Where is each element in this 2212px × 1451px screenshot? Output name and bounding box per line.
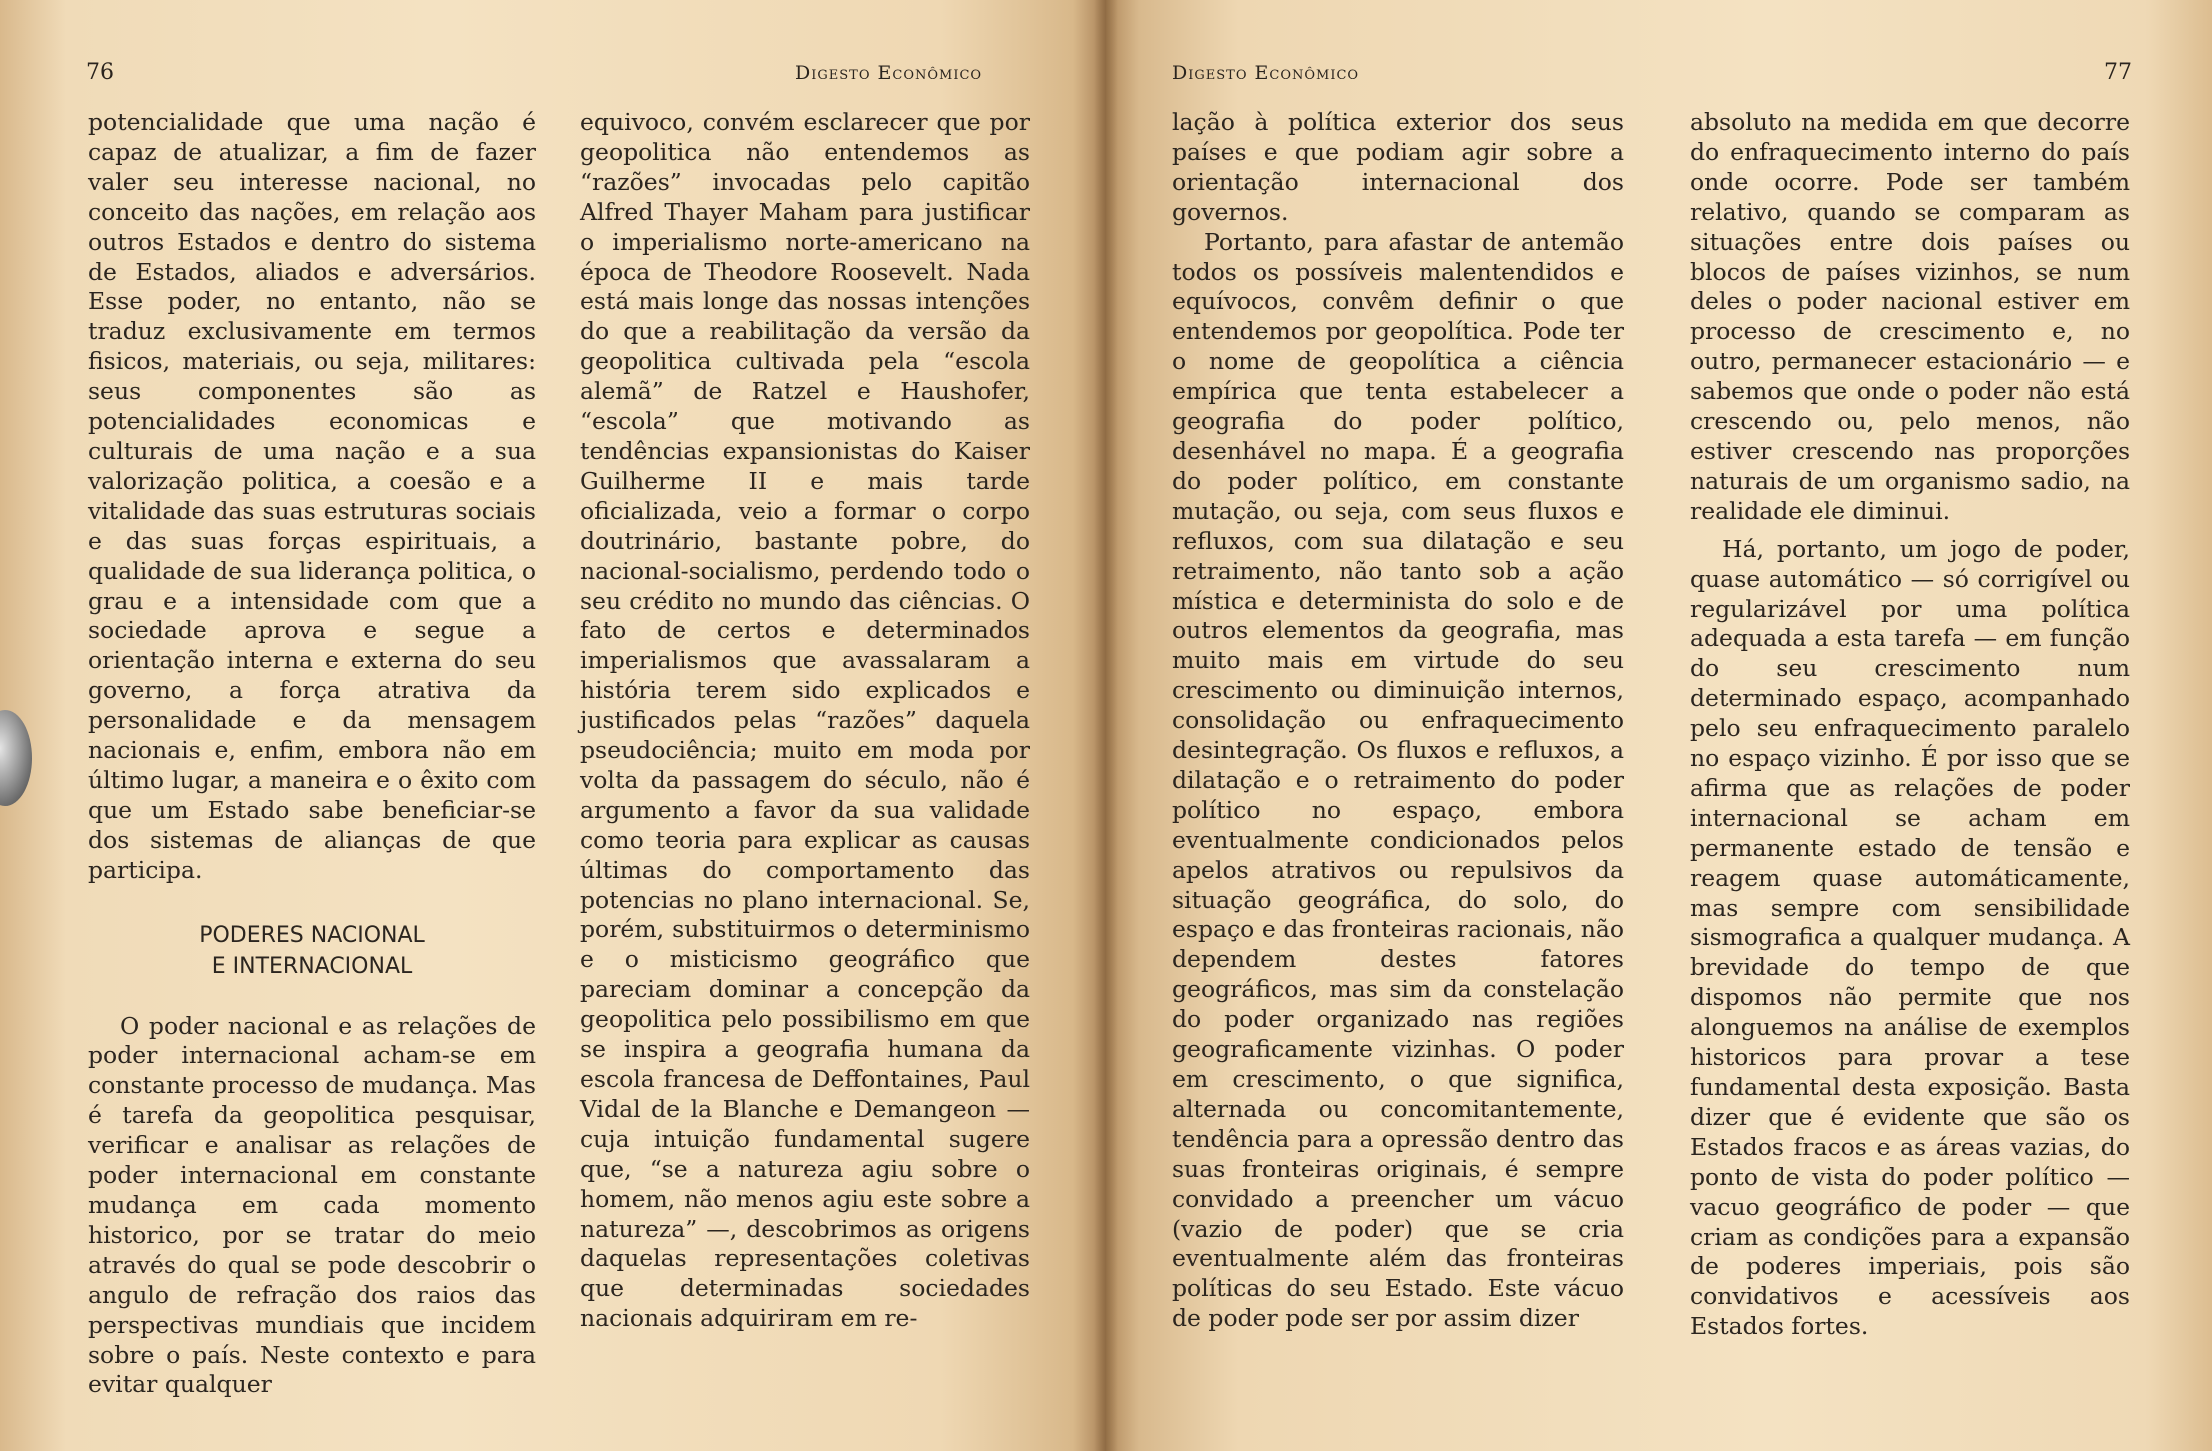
paragraph: O poder nacional e as relações de poder internacional acham-se em constante processo de mudança. Mas é tarefa da geopolitica pesquisar, verificar e analisar as relações de poder internacional em constante mudança em cada momento historico, por se tratar do meio através do qual se pode descobrir o angulo de refração dos raios das perspectivas mundiais que incidem sobre o país. Neste contexto e para evitar qualquer [88,1011,536,1399]
paragraph: equivoco, convém esclarecer que por geopolitica não entendemos as “razões” invocadas pelo capitão Alfred Thayer Maham para justificar o imperialismo norte-americano na época de Theodore Roosevelt. Nada está mais longe das nossas intenções do que a reabilitação da versão da geopolitica cultivada pela “escola alemã” de Ratzel e Haushofer, “escola” que motivando as tendências expansionistas do Kaiser Guilherme II e mais tarde oficializada, veio a formar o corpo doutrinário, bastante pobre, do nacional-socialismo, perdendo todo o seu crédito no mundo das ciências. O fato de certos e determinados imperialismos que avassalaram a história terem sido explicados e justificados pelas “razões” daquela pseudociência; muito em moda por volta da passagem do século, não é argumento a favor da sua validade como teoria para explicar as causas últimas do comportamento das potencias no plano internacional. Se, porém, substituirmos o determinismo e o misticismo geográfico que pareciam dominar a concepção da geopolitica pelo possibilismo em que se inspira a geografia humana da escola francesa de Deffontaines, Paul Vidal de la Blanche e Demangeon — cuja intuição fundamental sugere que, “se a natureza agiu sobre o homem, não menos agiu este sobre a natureza” —, descobrimos as origens daquelas representações coletivas que determinadas sociedades nacionais adquiriram em re- [580,108,1030,1333]
paragraph: Há, portanto, um jogo de poder, quase automático — só corrigível ou regularizável por uma política adequada a esta tarefa — em função do seu crescimento num determinado espaço, acompanhado pelo seu enfraquecimento paralelo no espaço vizinho. É por isso que se afirma que as relações de poder internacional se acham em permanente estado de tensão e reagem quase automáticamente, mas sempre com sensibilidade sismografica a qualquer mudança. A brevidade do tempo de que dispomos não permite que nos alonguemos na análise de exemplos historicos para provar a tese fundamental desta exposição. Basta dizer que é evidente que são os Estados fracos e as áreas vazias, do ponto de vista do poder político — vacuo geográfico de poder — que criam as condições para a expansão de poderes imperiais, pois são convidativos e acessíveis aos Estados fortes. [1690,534,2130,1341]
right-column-1 [1172,108,1624,1334]
gutter-shadow [1094,0,1118,1451]
heading-line: E INTERNACIONAL [211,953,413,979]
section-heading [88,920,536,982]
paragraph: lação à política exterior dos seus países e que podiam agir sobre a orientação internacional dos governos. [1172,108,1624,226]
running-head-left: Digesto Econômico [795,62,983,84]
page-number-left: 76 [86,60,114,85]
heading-line: PODERES NACIONAL [199,922,425,948]
left-column-1 [88,108,536,1400]
paragraph: Portanto, para afastar de antemão todos os possíveis malentendidos e equívocos, convêm definir o que entendemos por geopolítica. Pode ter o nome de geopolítica a ciência empírica que tenta estabelecer a geografia do poder político, desenhável no mapa. É a geografia do poder político, em constante mutação, ou seja, com seus fluxos e refluxos, com sua dilatação e seu retraimento, não tanto sob a ação mística e determinista do solo e de outros elementos da geografia, mas muito mais em virtude do seu crescimento ou diminuição internos, consolidação ou enfraquecimento desintegração. Os fluxos e refluxos, a dilatação e o retraimento do poder político no espaço, embora eventualmente condicionados pelos apelos atrativos ou repulsivos da situação geográfica, do solo, do espaço e das fronteiras racionais, não dependem destes fatores geográficos, mas sim da constelação do poder organizado nas regiões geograficamente vizinhas. O poder em crescimento, o que significa, alternada ou concomitantemente, tendência para a opressão dentro das suas fronteiras originais, é sempre convidado a preencher um vácuo (vazio de poder) que se cria eventualmente além das fronteiras políticas do seu Estado. Este vácuo de poder pode ser por assim dizer [1172,227,1624,1333]
page-number-right: 77 [2104,60,2132,85]
right-page [1106,0,2212,1451]
metal-clip [0,710,32,806]
paragraph: potencialidade que uma nação é capaz de atualizar, a fim de fazer valer seu interesse nacional, no conceito das nações, em relação aos outros Estados e dentro do sistema de Estados, aliados e adversários. Esse poder, no entanto, não se traduz exclusivamente em termos fisicos, materiais, ou seja, militares: seus componentes são as potencialidades economicas e culturais de uma nação e a sua valorização politica, a coesão e a vitalidade das suas estruturas sociais e das suas forças espirituais, a qualidade de sua liderança politica, o grau e a intensidade com que a sociedade aprova e segue a orientação interna e externa do seu governo, a força atrativa da personalidade e da mensagem nacionais e, enfim, embora não em último lugar, a maneira e o êxito com que um Estado sabe beneficiar-se dos sistemas de alianças de que participa. [88,108,536,884]
right-column-2 [1690,108,2130,1342]
paragraph: absoluto na medida em que decorre do enfraquecimento interno do país onde ocorre. Pode ser também relativo, quando se comparam as situações entre dois países ou blocos de países vizinhos, se num deles o poder nacional estiver em processo de crescimento e, no outro, permanecer estacionário — e sabemos que onde o poder não está crescendo ou, pelo menos, não estiver crescendo nas proporções naturais de um organismo sadio, na realidade ele diminui. [1690,108,2130,525]
left-column-2 [580,108,1030,1334]
running-head-right: Digesto Econômico [1172,62,1360,84]
paragraph-gap [1690,527,2130,535]
